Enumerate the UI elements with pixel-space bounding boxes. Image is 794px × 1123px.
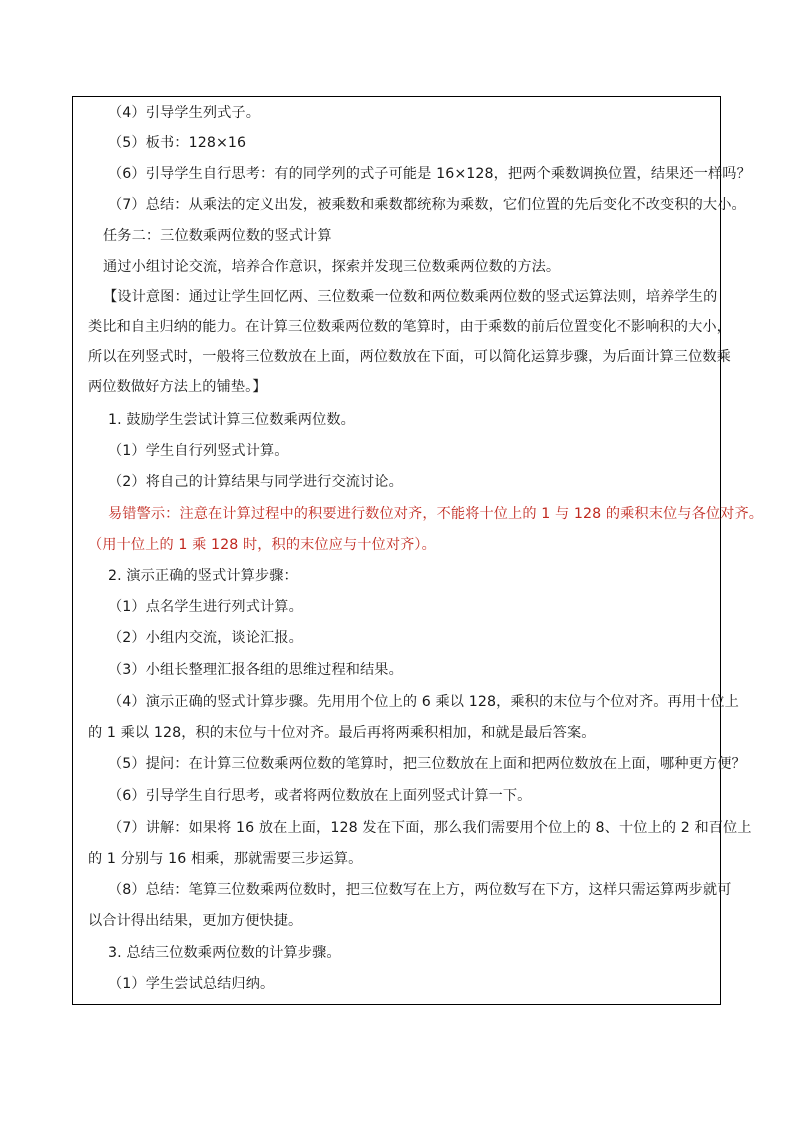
section-1-step-2: （2）将自己的计算结果与同学进行交流讨论。 (108, 474, 403, 490)
step-6-text: （6）引导学生自行思考：有的同学列的式子可能是 16×128，把两个乘数调换位置，结果还一样吗？ (108, 166, 751, 182)
section-2-step-7-line-1: （7）讲解：如果将 16 放在上面，128 发在下面，那么我们需要用个位上的 8、十位上的 2 和百位上 (108, 820, 752, 836)
section-3-step-1: （1）学生尝试总结归纳。 (108, 976, 275, 992)
step-4-text: （4）引导学生列式子。 (108, 105, 261, 121)
design-intent-line-1: 【设计意图：通过让学生回忆两、三位数乘一位数和两位数乘两位数的竖式运算法则，培养学生的 (103, 289, 718, 305)
section-2-step-2: （2）小组内交流，谈论汇报。 (108, 630, 303, 646)
section-1-step-1: （1）学生自行列竖式计算。 (108, 443, 289, 459)
step-5-text: （5）板书：128×16 (108, 135, 247, 151)
section-2-step-1: （1）点名学生进行列式计算。 (108, 599, 303, 615)
task-two-heading: 任务二：三位数乘两位数的竖式计算 (103, 228, 332, 244)
task-two-goal: 通过小组讨论交流，培养合作意识，探索并发现三位数乘两位数的方法。 (103, 259, 561, 275)
section-3-heading: 3. 总结三位数乘两位数的计算步骤。 (108, 945, 341, 961)
section-2-step-6: （6）引导学生自行思考，或者将两位数放在上面列竖式计算一下。 (108, 788, 532, 804)
section-2-step-3: （3）小组长整理汇报各组的思维过程和结果。 (108, 662, 403, 678)
section-2-step-4-line-1: （4）演示正确的竖式计算步骤。先用用个位上的 6 乘以 128，乘积的末位与个位对齐。再用十位上 (108, 694, 739, 710)
section-1-heading: 1. 鼓励学生尝试计算三位数乘两位数。 (108, 412, 355, 428)
error-warning-line-2: （用十位上的 1 乘 128 时，积的末位应与十位对齐）。 (88, 537, 436, 553)
section-2-step-5: （5）提问：在计算三位数乘两位数的笔算时，把三位数放在上面和把两位数放在上面，哪种更方便？ (108, 756, 746, 772)
error-warning-line-1: 易错警示：注意在计算过程中的积要进行数位对齐，不能将十位上的 1 与 128 的乘积末位与各位对齐。 (108, 506, 764, 522)
design-intent-line-2: 类比和自主归纳的能力。在计算三位数乘两位数的笔算时，由于乘数的前后位置变化不影响积的大小， (88, 319, 731, 335)
section-2-heading: 2. 演示正确的竖式计算步骤： (108, 568, 298, 584)
lesson-plan-cell (72, 96, 764, 1005)
step-7-text: （7）总结：从乘法的定义出发，被乘数和乘数都统称为乘数，它们位置的先后变化不改变积的大小。 (108, 197, 746, 213)
design-intent-line-3: 所以在列竖式时，一般将三位数放在上面，两位数放在下面，可以简化运算步骤，为后面计算三位数乘 (88, 349, 731, 365)
section-2-step-8-line-2: 以合计得出结果，更加方便快捷。 (88, 913, 303, 929)
section-2-step-4-line-2: 的 1 乘以 128，积的末位与十位对齐。最后再将两乘积相加，和就是最后答案。 (88, 725, 596, 741)
section-2-step-7-line-2: 的 1 分别与 16 相乘，那就需要三步运算。 (88, 851, 363, 867)
section-2-step-8-line-1: （8）总结：笔算三位数乘两位数时，把三位数写在上方，两位数写在下方，这样只需运算两步就可 (108, 882, 732, 898)
design-intent-line-4: 两位数做好方法上的铺垫。】 (88, 379, 267, 395)
